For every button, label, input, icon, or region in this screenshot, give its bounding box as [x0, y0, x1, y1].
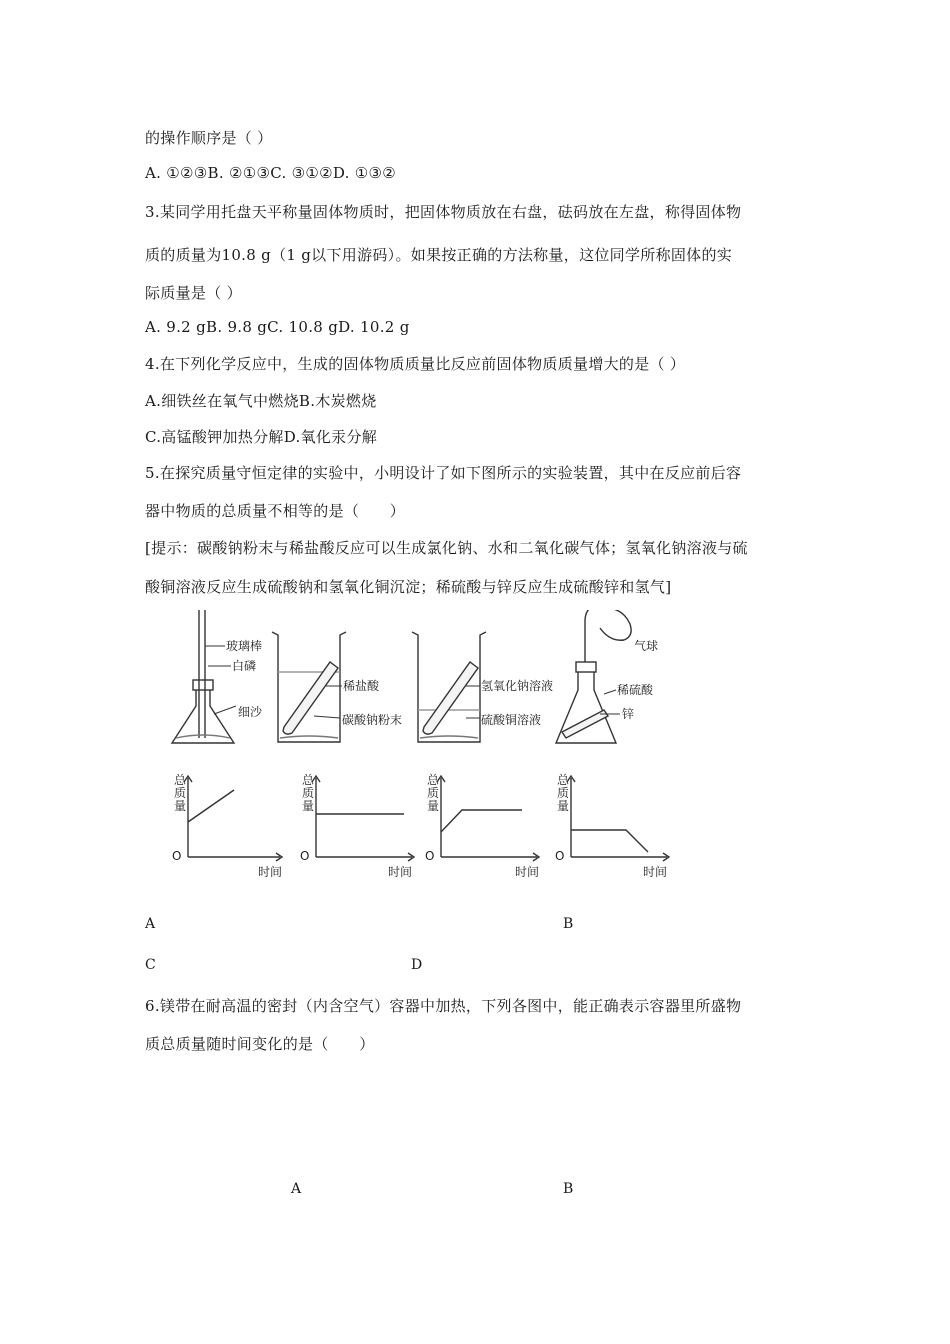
apparatus-a	[172, 610, 234, 743]
q6-line1: 6.镁带在耐高温的密封（内含空气）容器中加热，下列各图中，能正确表示容器里所盛物	[145, 997, 742, 1015]
graph-d-ylabel-2: 质	[557, 786, 570, 800]
label-dilute-hcl: 稀盐酸	[343, 679, 380, 693]
q5-option-a: A	[145, 916, 156, 932]
q5-hint2: 酸铜溶液反应生成硫酸钠和氢氧化铜沉淀；稀硫酸与锌反应生成硫酸锌和氢气]	[145, 578, 672, 596]
q4-line1: 4.在下列化学反应中，生成的固体物质质量比反应前固体物质质量增大的是（ ）	[145, 355, 686, 373]
q2-options: A. ①②③B. ②①③C. ③①②D. ①③②	[145, 164, 397, 182]
graph-b-origin: O	[300, 849, 310, 863]
label-white-phosphorus: 白磷	[232, 659, 257, 673]
graph-b-ylabel-1: 总	[302, 773, 315, 787]
q6-option-b: B	[563, 1181, 574, 1197]
label-sand: 细沙	[238, 705, 263, 719]
q5-option-b: B	[563, 916, 574, 932]
graph-c-ylabel-3: 量	[427, 799, 440, 813]
experiment-figure	[0, 610, 950, 910]
q3-line2: 质的质量为10.8 g（1 g以下用游码）。如果按正确的方法称量，这位同学所称固体的实	[145, 246, 733, 264]
label-sodium-carbonate: 碳酸钠粉末	[342, 713, 403, 727]
label-glass-rod: 玻璃棒	[226, 639, 263, 653]
label-balloon: 气球	[634, 639, 659, 653]
q6-option-a: A	[291, 1181, 302, 1197]
graph-d-origin: O	[555, 849, 565, 863]
label-zinc: 锌	[622, 707, 635, 721]
graph-b-ylabel-2: 质	[302, 786, 315, 800]
apparatus-d	[556, 610, 631, 743]
graph-c-ylabel-1: 总	[427, 773, 440, 787]
graph-d-ylabel-3: 量	[557, 799, 570, 813]
apparatus-c	[412, 632, 486, 742]
q5-option-d: D	[411, 957, 423, 973]
q3-options: A. 9.2 gB. 9.8 gC. 10.8 gD. 10.2 g	[145, 318, 410, 336]
graph-d	[567, 776, 669, 861]
graph-c	[437, 776, 539, 861]
q3-line3: 际质量是（ ）	[145, 284, 242, 302]
graph-b-xlabel: 时间	[388, 865, 413, 879]
q5-line1: 5.在探究质量守恒定律的实验中，小明设计了如下图所示的实验装置，其中在反应前后容	[145, 464, 742, 482]
graph-d-ylabel-1: 总	[557, 773, 570, 787]
graph-a-xlabel: 时间	[258, 865, 283, 879]
graph-a-ylabel-2: 质	[174, 786, 187, 800]
graph-c-xlabel: 时间	[515, 865, 540, 879]
graph-a-ylabel-3: 量	[174, 799, 187, 813]
label-naoh-solution: 氢氧化钠溶液	[481, 679, 554, 693]
q5-line2: 器中物质的总质量不相等的是（ ）	[145, 502, 406, 520]
graph-c-origin: O	[425, 849, 435, 863]
apparatus-b	[272, 632, 346, 742]
graph-d-xlabel: 时间	[643, 865, 668, 879]
graph-a	[184, 776, 282, 861]
q6-line2: 质总质量随时间变化的是（ ）	[145, 1035, 375, 1053]
graph-b	[312, 776, 414, 861]
graph-b-ylabel-3: 量	[302, 799, 315, 813]
q4-options-cd: C.高锰酸钾加热分解D.氧化汞分解	[145, 428, 378, 446]
q5-option-c: C	[145, 957, 156, 973]
q4-options-ab: A.细铁丝在氧气中燃烧B.木炭燃烧	[145, 392, 377, 410]
q3-line1: 3.某同学用托盘天平称量固体物质时，把固体物质放在右盘，砝码放在左盘，称得固体物	[145, 203, 742, 221]
graph-c-ylabel-2: 质	[427, 786, 440, 800]
label-cuso4-solution: 硫酸铜溶液	[481, 713, 542, 727]
graph-a-ylabel-1: 总	[174, 773, 187, 787]
label-dilute-h2so4: 稀硫酸	[617, 683, 654, 697]
graph-a-origin: O	[172, 849, 182, 863]
q5-hint1: [提示：碳酸钠粉末与稀盐酸反应可以生成氯化钠、水和二氧化碳气体；氢氧化钠溶液与硫	[145, 539, 748, 557]
q2-tail: 的操作顺序是（ ）	[145, 129, 273, 147]
